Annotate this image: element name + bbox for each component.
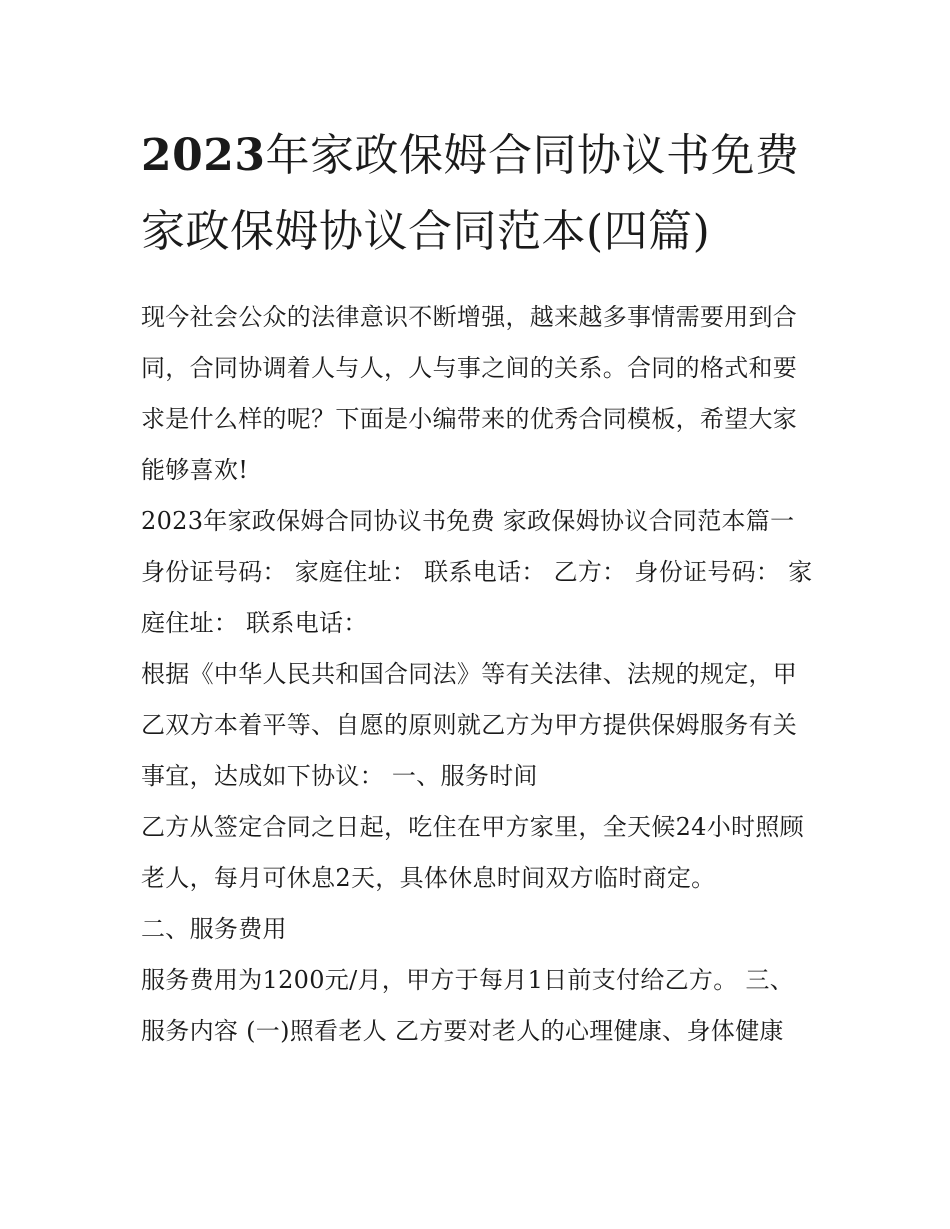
- intro-paragraph: 现今社会公众的法律意识不断增强，越来越多事情需要用到合同，合同协调着人与人，人与事之间的关系。合同的格式和要求是什么样的呢？下面是小编带来的优秀合同模板，希望大家能够喜欢!: [141, 303, 798, 484]
- document-title: [141, 118, 816, 270]
- title-text: 年家政保姆合同协议书免费 家政保姆协议合同范本(四篇): [141, 130, 800, 257]
- legal-basis-paragraph: 根据《中华人民共和国合同法》等有关法律、法规的规定，甲乙双方本着平等、自愿的原则就乙方为甲方提供保姆服务有关事宜，达成如下协议： 一、服务时间: [141, 660, 798, 790]
- party-info-paragraph: 身份证号码： 家庭住址： 联系电话： 乙方： 身份证号码： 家庭住址： 联系电话：: [141, 558, 813, 637]
- service-fee-paragraph: 服务费用为1200元/月，甲方于每月1日前支付给乙方。 三、服务内容 (一)照看老人 乙方要对老人的心理健康、身体健康: [141, 966, 795, 1045]
- document-body: [141, 292, 816, 1057]
- service-fee-heading: 二、服务费用: [141, 915, 287, 943]
- service-time-paragraph: 乙方从签定合同之日起，吃住在甲方家里，全天候24小时照顾老人，每月可休息2天，具体休息时间双方临时商定。: [141, 813, 804, 892]
- document-page: [141, 118, 816, 1057]
- section-heading: 2023年家政保姆合同协议书免费 家政保姆协议合同范本篇一: [141, 507, 795, 535]
- title-year: 2023: [141, 130, 266, 181]
